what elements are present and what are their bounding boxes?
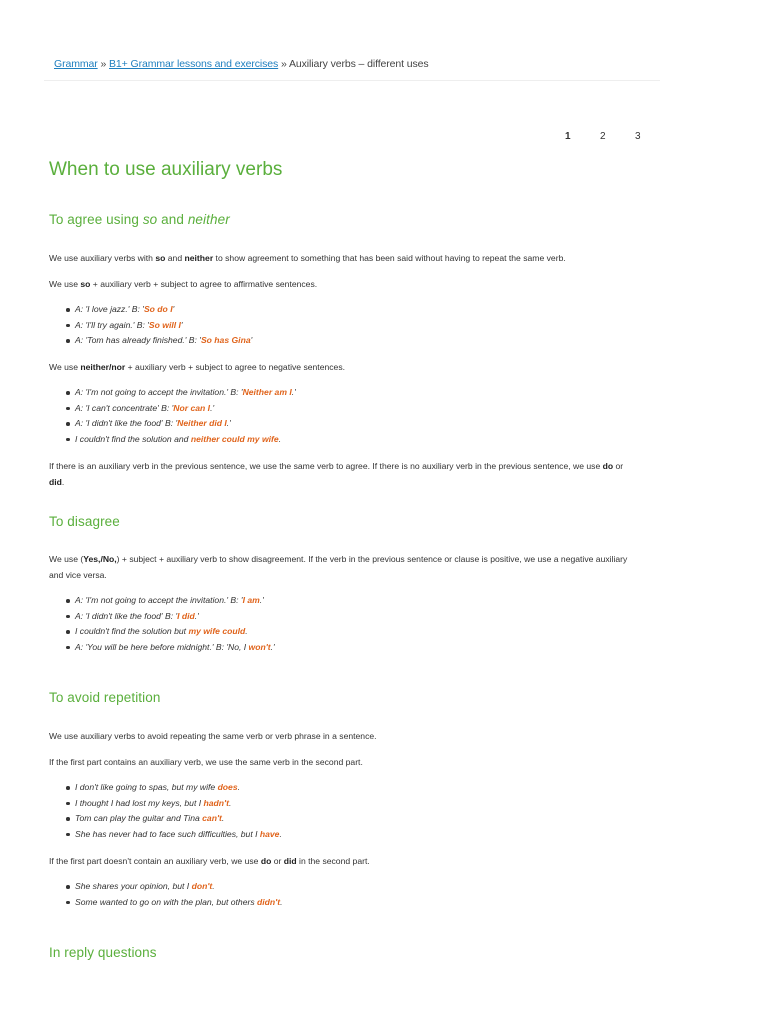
page-link-1[interactable]: 1 — [565, 131, 571, 142]
example-text: Some wanted to go on with the plan, but others — [75, 896, 258, 907]
example-text: . — [237, 782, 241, 792]
example-text: .' — [270, 641, 275, 652]
highlight: So do I — [143, 304, 173, 314]
text: If the first part doesn't contain an auxiliary verb, we use — [49, 856, 261, 866]
text: We use auxiliary verbs with — [49, 253, 156, 263]
highlight: didn't — [257, 896, 281, 907]
section-heading-agree — [49, 212, 230, 227]
keyword: Yes,/No, — [83, 554, 117, 564]
example-text: I couldn't find the solution and — [75, 433, 191, 444]
list-item — [49, 811, 282, 827]
example-text: . — [212, 881, 215, 891]
breadcrumb-current: Auxiliary verbs – different uses — [288, 58, 429, 70]
example-list — [49, 879, 282, 910]
list-item — [49, 432, 296, 448]
text: or — [613, 461, 624, 471]
list-item — [49, 609, 275, 625]
highlight: can't — [202, 813, 222, 824]
text: If there is an auxiliary verb in the previous sentence, we use the same verb to agree. If there is no auxiliary verb in the previous sentence, we use — [49, 461, 603, 471]
paragraph: If the first part contains an auxiliary verb, we use the same verb in the second part. — [49, 757, 363, 767]
section-heading-disagree: To disagree — [49, 514, 120, 529]
breadcrumb-separator: » — [278, 58, 289, 70]
list-item — [49, 333, 252, 349]
example-text: . — [280, 896, 283, 907]
highlight: don't — [191, 881, 213, 891]
text: We use — [49, 279, 81, 289]
example-text: A: 'I'm not going to accept the invitation.' B: ' — [75, 387, 243, 397]
highlight: have — [259, 828, 280, 839]
example-text: ' — [250, 335, 253, 346]
page-link-2[interactable]: 2 — [600, 131, 606, 142]
list-item — [49, 895, 282, 911]
example-list — [49, 593, 275, 655]
section-heading-reply-questions: In reply questions — [49, 945, 157, 960]
list-item — [49, 318, 252, 334]
heading-text: so — [142, 212, 158, 227]
page-link-3[interactable]: 3 — [635, 131, 641, 142]
keyword: so — [80, 279, 91, 289]
text: + auxiliary verb + subject to agree to affirmative sentences. — [90, 279, 318, 289]
paragraph — [49, 276, 649, 292]
pagination — [0, 131, 768, 145]
example-list — [49, 385, 296, 447]
highlight: hadn't — [203, 797, 229, 808]
list-item — [49, 827, 282, 843]
text: We use — [49, 362, 81, 372]
example-text: A: 'I can't concentrate' B: ' — [75, 402, 174, 413]
example-text: ' — [180, 319, 183, 330]
heading-text: To agree using — [49, 212, 143, 227]
highlight: won't — [248, 641, 271, 652]
list-item — [49, 302, 252, 318]
divider — [44, 80, 660, 81]
breadcrumb-link-b1-lessons[interactable]: B1+ Grammar lessons and exercises — [109, 58, 279, 70]
example-text: .' — [226, 418, 231, 429]
example-text: A: 'I didn't like the food' B: ' — [75, 418, 178, 429]
example-text: I thought I had lost my keys, but I — [75, 797, 204, 808]
text: or — [271, 856, 284, 866]
example-text: . — [278, 433, 282, 444]
list-item — [49, 780, 282, 796]
text: . — [61, 477, 65, 487]
text: in the second part. — [296, 856, 370, 866]
text: + auxiliary verb + subject to agree to negative sentences. — [125, 362, 346, 372]
example-text: ' — [172, 304, 175, 314]
example-list — [49, 302, 252, 349]
paragraph: We use auxiliary verbs to avoid repeating the same verb or verb phrase in a sentence. — [49, 731, 377, 741]
breadcrumb-separator: » — [97, 58, 110, 70]
example-text: .' — [194, 610, 199, 621]
keyword: so — [155, 253, 166, 263]
list-item — [49, 401, 296, 417]
example-text: I don't like going to spas, but my wife — [75, 782, 218, 792]
example-text: .' — [259, 595, 264, 605]
highlight: Neither am I — [242, 387, 292, 397]
example-list — [49, 780, 282, 842]
example-text: A: 'I'll try again.' B: ' — [75, 319, 149, 330]
keyword: neither — [184, 253, 214, 263]
breadcrumb-link-grammar[interactable]: Grammar — [54, 58, 98, 70]
paragraph — [49, 853, 649, 869]
list-item — [49, 385, 296, 401]
highlight: So has Gina — [200, 335, 251, 346]
example-text: A: 'I didn't like the food' B: ' — [75, 610, 178, 621]
example-text: A: 'Tom has already finished.' B: ' — [75, 335, 201, 346]
paragraph — [49, 359, 649, 375]
example-text: .' — [291, 387, 296, 397]
example-text: She shares your opinion, but I — [75, 881, 192, 891]
text: and — [165, 253, 185, 263]
example-text: .' — [210, 402, 215, 413]
text: ) + subject + auxiliary verb to show disagreement. If the verb in the previous sentence or clause is positive, we use a negative auxiliary — [116, 554, 628, 564]
example-text: A: 'I love jazz.' B: ' — [75, 304, 144, 314]
text: and vice versa. — [49, 570, 107, 580]
page-title: When to use auxiliary verbs — [49, 159, 283, 180]
example-text: A: 'I'm not going to accept the invitation.' B: ' — [75, 595, 243, 605]
list-item — [49, 796, 282, 812]
text: We use ( — [49, 554, 84, 564]
text: to show agreement to something that has been said without having to repeat the same verb. — [213, 253, 566, 263]
keyword: did — [49, 477, 62, 487]
example-text: Tom can play the guitar and Tina — [75, 813, 203, 824]
highlight: Neither did I — [177, 418, 227, 429]
list-item — [49, 593, 275, 609]
example-text: . — [279, 828, 282, 839]
list-item — [49, 624, 275, 640]
paragraph — [49, 551, 649, 583]
highlight: does — [217, 782, 238, 792]
list-item — [49, 416, 296, 432]
example-text: She has never had to face such difficulties, but I — [75, 828, 260, 839]
paragraph — [49, 458, 649, 490]
keyword: did — [283, 856, 297, 866]
paragraph — [49, 250, 649, 266]
breadcrumb — [54, 58, 429, 70]
list-item — [49, 879, 282, 895]
highlight: So will I — [148, 319, 181, 330]
example-text: . — [228, 797, 232, 808]
heading-text: neither — [187, 212, 230, 227]
example-text: A: 'You will be here before midnight.' B: 'No, I — [75, 641, 249, 652]
example-text: . — [245, 626, 248, 637]
highlight: my wife could — [188, 626, 246, 637]
highlight: neither could my wife — [190, 433, 279, 444]
list-item — [49, 640, 275, 656]
highlight: I am — [242, 595, 260, 605]
heading-text: and — [157, 212, 188, 227]
example-text: . — [221, 813, 225, 824]
section-heading-avoid-repetition: To avoid repetition — [49, 690, 161, 705]
keyword: do — [260, 856, 272, 866]
highlight: Nor can I — [173, 402, 211, 413]
keyword: do — [602, 461, 614, 471]
highlight: I did — [177, 610, 195, 621]
example-text: I couldn't find the solution but — [75, 626, 189, 637]
keyword: neither/nor — [80, 362, 126, 372]
